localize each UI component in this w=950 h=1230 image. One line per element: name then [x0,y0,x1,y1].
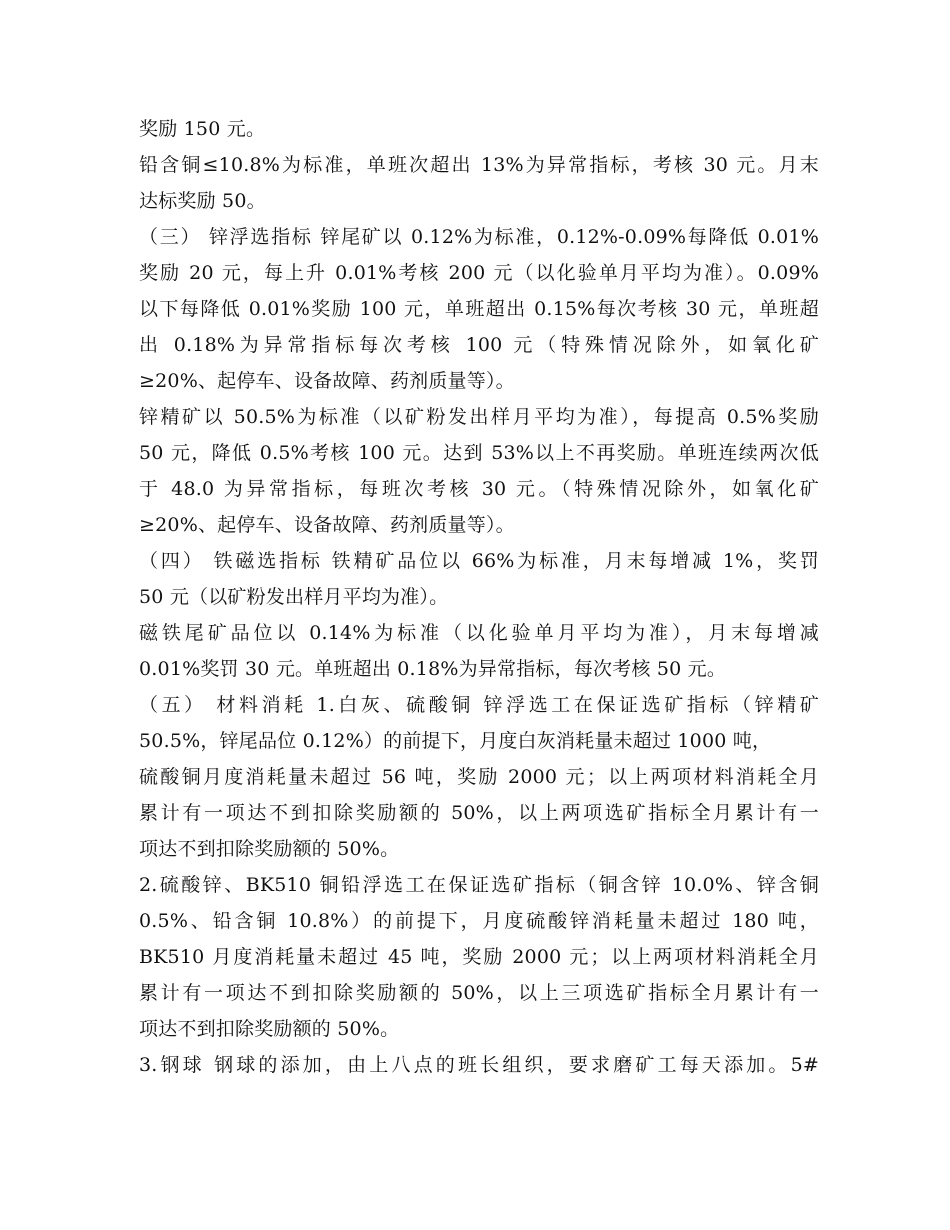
text-line: ≥20%、起停车、设备故障、药剂质量等）。 [139,370,515,392]
text-line: 累计有一项达不到扣除奖励额的 50%，以上三项选矿指标全月累计有一 [139,982,819,1004]
text-line: 达标奖励 50。 [139,190,266,212]
text-line: 0.5%、铅含铜 10.8%）的前提下，月度硫酸锌消耗量未超过 180 吨， [139,910,819,932]
text-line: 0.01%奖罚 30 元。单班超出 0.18%为异常指标，每次考核 50 元。 [139,658,727,680]
text-line: 50 元，降低 0.5%考核 100 元。达到 53%以上不再奖励。单班连续两次低 [139,442,819,464]
text-line: （四） 铁磁选指标 铁精矿品位以 66%为标准，月末每增减 1%，奖罚 [139,550,819,572]
text-line: 于 48.0 为异常指标，每班次考核 30 元。（特殊情况除外，如氧化矿 [139,478,819,500]
text-line: 累计有一项达不到扣除奖励额的 50%，以上两项选矿指标全月累计有一 [139,802,819,824]
text-line: 锌精矿以 50.5%为标准（以矿粉发出样月平均为准），每提高 0.5%奖励 [139,406,819,428]
text-line: 硫酸铜月度消耗量未超过 56 吨，奖励 2000 元；以上两项材料消耗全月 [139,766,819,788]
text-line: 50 元（以矿粉发出样月平均为准）。 [139,586,449,608]
text-line: 以下每降低 0.01%奖励 100 元，单班超出 0.15%每次考核 30 元，单班超 [139,298,819,320]
text-line: 奖励 150 元。 [139,118,266,140]
text-line: 50.5%，锌尾品位 0.12%）的前提下，月度白灰消耗量未超过 1000 吨， [139,730,772,752]
text-line: （五） 材料消耗 1.白灰、硫酸铜 锌浮选工在保证选矿指标（锌精矿 [139,694,819,716]
text-line: 项达不到扣除奖励额的 50%。 [139,838,400,860]
text-line: BK510 月度消耗量未超过 45 吨，奖励 2000 元；以上两项材料消耗全月 [139,946,819,968]
text-line: 2.硫酸锌、BK510 铜铅浮选工在保证选矿指标（铜含锌 10.0%、锌含铜 [139,874,819,896]
text-line: ≥20%、起停车、设备故障、药剂质量等）。 [139,514,515,536]
text-line: 项达不到扣除奖励额的 50%。 [139,1018,400,1040]
text-line: 奖励 20 元，每上升 0.01%考核 200 元（以化验单月平均为准）。0.09% [139,262,819,284]
text-line: 铅含铜≤10.8%为标准，单班次超出 13%为异常指标，考核 30 元。月末 [139,154,819,176]
text-line: 3.钢球 钢球的添加，由上八点的班长组织，要求磨矿工每天添加。5# [139,1054,819,1076]
text-line: 磁铁尾矿品位以 0.14%为标准（以化验单月平均为准），月末每增减 [139,622,819,644]
text-line: 出 0.18%为异常指标每次考核 100 元（特殊情况除外，如氧化矿 [139,334,819,356]
text-line: （三） 锌浮选指标 锌尾矿以 0.12%为标准，0.12%-0.09%每降低 0.01% [139,226,819,248]
